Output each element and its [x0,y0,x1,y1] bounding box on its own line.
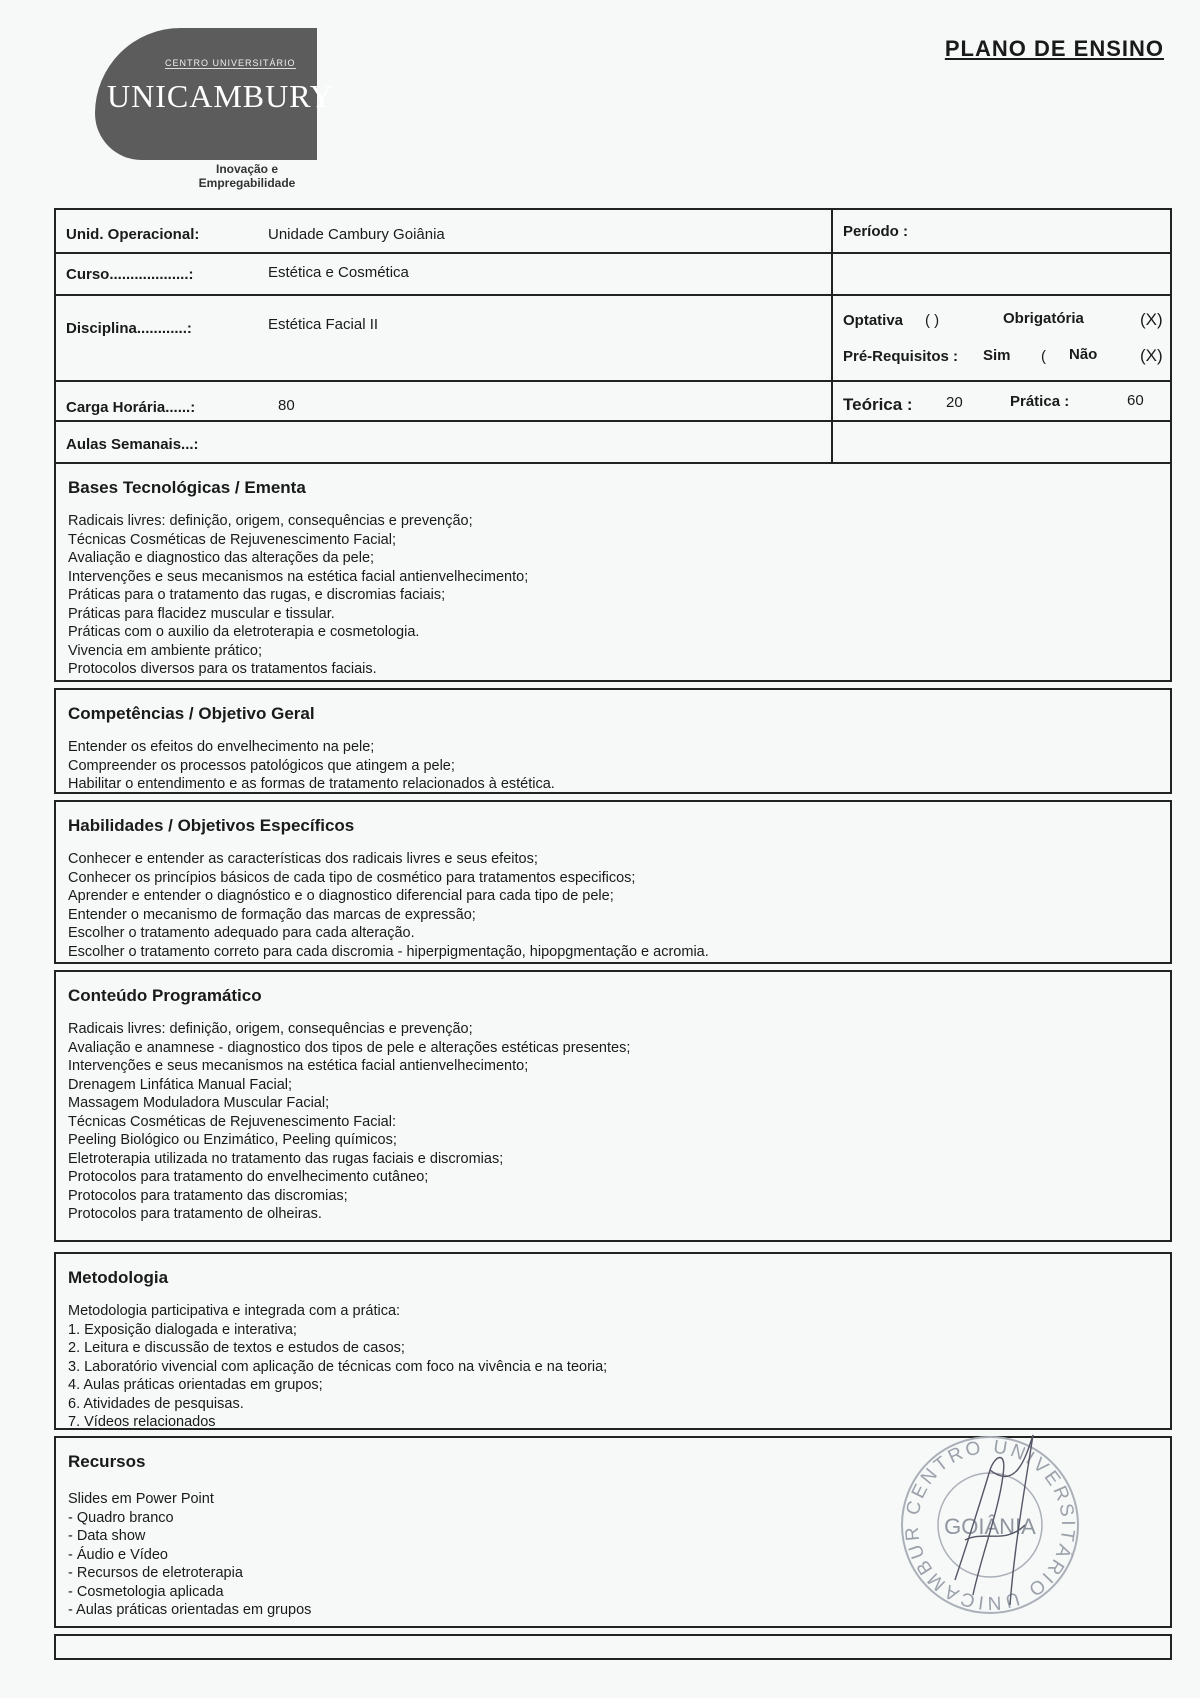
list-item: Entender os efeitos do envelhecimento na pele; [68,739,375,755]
section-habilidades-list [68,850,709,961]
list-item: - Cosmetologia aplicada [68,1583,224,1600]
list-item: 7. Vídeos relacionados [68,1414,216,1430]
section-competencias-title: Competências / Objetivo Geral [68,704,315,723]
section-bases-list [68,512,528,679]
list-item: Escolher o tratamento correto para cada discromia - hiperpigmentação, hipopgmentação e acromia. [68,943,709,960]
list-item: Protocolos para tratamento do envelhecimento cutâneo; [68,1169,429,1185]
row-curso [56,254,1170,296]
list-item: 2. Leitura e discussão de textos e estudos de casos; [68,1340,405,1356]
carga-value: 80 [278,397,295,414]
optativa-mark: ( ) [925,312,940,329]
row-disciplina [56,296,1170,382]
row-unid [56,210,1170,254]
optativa-label: Optativa [843,312,904,329]
list-item: 6. Atividades de pesquisas. [68,1395,244,1412]
list-item: - Aulas práticas orientadas em grupos [68,1602,312,1618]
nao-label: Não [1069,346,1098,363]
section-competencias [54,688,1172,794]
list-item: Drenagem Linfática Manual Facial; [68,1076,293,1093]
obrigatoria-label: Obrigatória [1003,310,1084,327]
stamp-graphic [895,1430,1085,1620]
section-habilidades [54,800,1172,964]
periodo-label: Período : [843,223,909,240]
list-item: Avaliação e anamnese - diagnostico dos tipos de pele e alterações estéticas presentes; [68,1039,631,1056]
list-item: Metodologia participativa e integrada com a prática: [68,1303,401,1319]
list-item: Habilitar o entendimento e as formas de tratamento relacionados à estética. [68,776,555,792]
unid-value: Unidade Cambury Goiânia [268,226,445,243]
list-item: Intervenções e seus mecanismos na estética facial antienvelhecimento; [68,568,529,585]
list-item: Práticas com o auxilio da eletroterapia e cosmetologia. [68,624,420,640]
sim-mark: ( [1041,348,1046,365]
list-item: Protocolos para tratamento das discromias; [68,1187,348,1204]
footer-empty-box [54,1634,1172,1660]
document-title: PLANO DE ENSINO [944,36,1164,61]
list-item: Conhecer os princípios básicos de cada tipo de cosmético para tratamentos especificos; [68,869,636,886]
disciplina-label: Disciplina............: [66,320,192,337]
list-item: - Áudio e Vídeo [68,1546,168,1563]
logo-tagline [177,162,317,190]
sim-label: Sim [983,347,1011,364]
list-item: - Data show [68,1528,146,1544]
stamp-ring-text: CENTRO UNIVERSITÁRIO UNICAMBUR [901,1436,1079,1614]
logo-subtitle: CENTRO UNIVERSITÁRIO [165,58,296,68]
list-item: Técnicas Cosméticas de Rejuvenescimento Facial: [68,1113,396,1130]
list-item: Intervenções e seus mecanismos na estética facial antienvelhecimento; [68,1058,529,1074]
section-conteudo-list [68,1020,630,1224]
list-item: Escolher o tratamento adequado para cada alteração. [68,925,415,941]
pratica-value: 60 [1127,392,1144,409]
list-item: Eletroterapia utilizada no tratamento das rugas faciais e discromias; [68,1150,504,1167]
carga-label: Carga Horária......: [66,399,196,416]
list-item: Práticas para o tratamento das rugas, e discromias faciais; [68,587,446,603]
list-item: 3. Laboratório vivencial com aplicação de técnicas com foco na vivência e na teoria; [68,1358,608,1375]
list-item: Radicais livres: definição, origem, consequências e prevenção; [68,1021,473,1037]
list-item: Conhecer e entender as características dos radicais livres e seus efeitos; [68,851,538,867]
section-metodologia-title: Metodologia [68,1268,169,1287]
nao-mark: (X) [1140,346,1163,365]
list-item: Protocolos diversos para os tratamentos faciais. [68,661,377,677]
section-conteudo-title: Conteúdo Programático [68,986,262,1005]
list-item: Compreender os processos patológicos que atingem a pele; [68,757,455,774]
section-metodologia-list [68,1302,607,1432]
list-item: - Quadro branco [68,1509,174,1526]
list-item: Slides em Power Point [68,1491,214,1507]
pratica-label: Prática : [1010,393,1070,410]
list-item: 1. Exposição dialogada e interativa; [68,1321,297,1338]
section-bases [54,462,1172,682]
institution-logo [95,28,334,163]
obrigatoria-mark: (X) [1140,310,1163,329]
list-item: Radicais livres: definição, origem, consequências e prevenção; [68,513,473,529]
list-item: Técnicas Cosméticas de Rejuvenescimento Facial; [68,531,396,548]
list-item: 4. Aulas práticas orientadas em grupos; [68,1377,323,1393]
curso-label: Curso...................: [66,266,194,283]
logo-name: UNICAMBURY [107,78,334,114]
stamp-center-text: GOIÂNIA [944,1514,1036,1539]
section-recursos-list [68,1490,311,1620]
aulas-label: Aulas Semanais...: [66,436,199,453]
section-recursos-title: Recursos [68,1452,146,1471]
list-item: - Recursos de eletroterapia [68,1565,243,1581]
section-competencias-list [68,738,555,794]
teorica-label: Teórica : [843,395,913,414]
list-item: Peeling Biológico ou Enzimático, Peeling químicos; [68,1132,397,1148]
section-habilidades-title: Habilidades / Objetivos Específicos [68,816,355,835]
row-carga [56,382,1170,422]
curso-value: Estética e Cosmética [268,264,409,281]
institution-stamp [895,1430,1085,1620]
unid-label: Unid. Operacional: [66,226,200,243]
list-item: Avaliação e diagnostico das alterações da pele; [68,550,375,566]
row-aulas [56,422,1170,462]
section-metodologia [54,1252,1172,1430]
logo-tagline-line-2: Empregabilidade [198,176,296,190]
section-bases-title: Bases Tecnológicas / Ementa [68,478,306,497]
list-item: Práticas para flacidez muscular e tissular. [68,605,335,622]
logo-tagline-line-1: Inovação e [215,162,279,176]
list-item: Aprender e entender o diagnóstico e o diagnostico diferencial para cada tipo de pele; [68,888,614,904]
course-info-table [54,208,1172,464]
teorica-value: 20 [946,394,963,411]
section-conteudo [54,970,1172,1242]
prereq-label: Pré-Requisitos : [843,348,959,365]
list-item: Massagem Moduladora Muscular Facial; [68,1095,330,1111]
logo-badge [95,28,334,160]
list-item: Protocolos para tratamento de olheiras. [68,1206,322,1222]
disciplina-value: Estética Facial II [268,316,379,333]
list-item: Entender o mecanismo de formação das marcas de expressão; [68,906,476,923]
list-item: Vivencia em ambiente prático; [68,642,262,659]
